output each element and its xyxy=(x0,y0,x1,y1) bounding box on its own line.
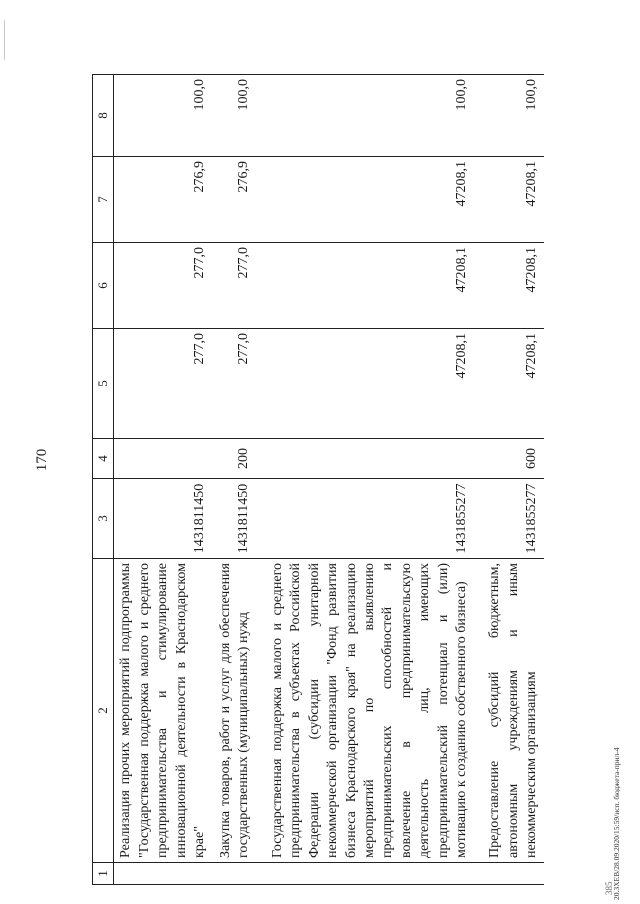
row-value-7: 276,9 xyxy=(114,157,212,243)
table-row xyxy=(212,75,256,885)
row-value-8: 100,0 xyxy=(474,75,544,157)
row-value-7: 47208,1 xyxy=(256,157,474,243)
row-name-cell xyxy=(474,559,544,863)
header-col-2: 2 xyxy=(93,559,114,863)
row-value-7: 47208,1 xyxy=(474,157,544,243)
row-value-6: 277,0 xyxy=(114,243,212,329)
row-value-6: 277,0 xyxy=(212,243,256,329)
budget-table-container xyxy=(92,75,540,885)
row-index-cell xyxy=(474,863,544,885)
row-index-cell xyxy=(212,863,256,885)
row-name-cell xyxy=(212,559,256,863)
row-name-text: Закупка товаров, работ и услуг для обеспечения государственных (муниципальных) нужд xyxy=(217,563,252,858)
header-col-4: 4 xyxy=(93,439,114,479)
row-code-cell: 1431855277 xyxy=(256,479,474,559)
row-name-text: Реализация прочих мероприятий подпрограммы "Государственная поддержка малого и среднего предпринимательства и стимулирование инновационной деятельности в Краснодарском крае" xyxy=(118,563,208,858)
row-value-5: 47208,1 xyxy=(474,329,544,439)
header-col-1: 1 xyxy=(93,863,114,885)
row-index-cell xyxy=(114,863,212,885)
row-value-5: 47208,1 xyxy=(256,329,474,439)
row-code-cell: 1431855277 xyxy=(474,479,544,559)
row-name-text: Предоставление субсидий бюджетным, автономным учреждениям и иным некоммерческим организациям xyxy=(487,563,540,858)
row-value-8: 100,0 xyxy=(256,75,474,157)
row-type-cell: 600 xyxy=(474,439,544,479)
row-value-6: 47208,1 xyxy=(256,243,474,329)
header-row xyxy=(93,75,114,885)
row-value-7: 276,9 xyxy=(212,157,256,243)
row-name-cell xyxy=(256,559,474,863)
table-row xyxy=(114,75,212,885)
document-footer-code: 20.3XEB/28.09.2020/15:59/исп. бюджета-прил-4 xyxy=(612,747,621,900)
row-value-5: 277,0 xyxy=(114,329,212,439)
table-row xyxy=(474,75,544,885)
header-col-8: 8 xyxy=(93,75,114,157)
page-number: 170 xyxy=(34,448,50,472)
header-col-7: 7 xyxy=(93,157,114,243)
corner-page-mark: 385 xyxy=(604,881,614,895)
row-code-cell: 1431811450 xyxy=(212,479,256,559)
row-type-cell xyxy=(256,439,474,479)
row-value-5: 277,0 xyxy=(212,329,256,439)
row-type-cell: 200 xyxy=(212,439,256,479)
header-col-5: 5 xyxy=(93,329,114,439)
row-value-6: 47208,1 xyxy=(474,243,544,329)
table-row xyxy=(256,75,474,885)
row-code-cell: 1431811450 xyxy=(114,479,212,559)
row-name-cell xyxy=(114,559,212,863)
row-value-8: 100,0 xyxy=(212,75,256,157)
margin-mark xyxy=(4,20,5,60)
row-index-cell xyxy=(256,863,474,885)
header-col-3: 3 xyxy=(93,479,114,559)
row-type-cell xyxy=(114,439,212,479)
header-col-6: 6 xyxy=(93,243,114,329)
budget-table xyxy=(92,74,544,885)
row-name-text: Государственная поддержка малого и среднего предпринимательства в субъектах Российской Федерации (субсидии унитарной некоммерческой организации "Фонд развития бизнеса Краснодарского края" на реализацию мероприятий по выявлению предпринимательских способностей и вовлечение в предпринимательскую деятельность лиц, имеющих предпринимательский потенциал и (или) мотивацию к созданию собственного бизнеса) xyxy=(270,563,470,858)
row-value-8: 100,0 xyxy=(114,75,212,157)
